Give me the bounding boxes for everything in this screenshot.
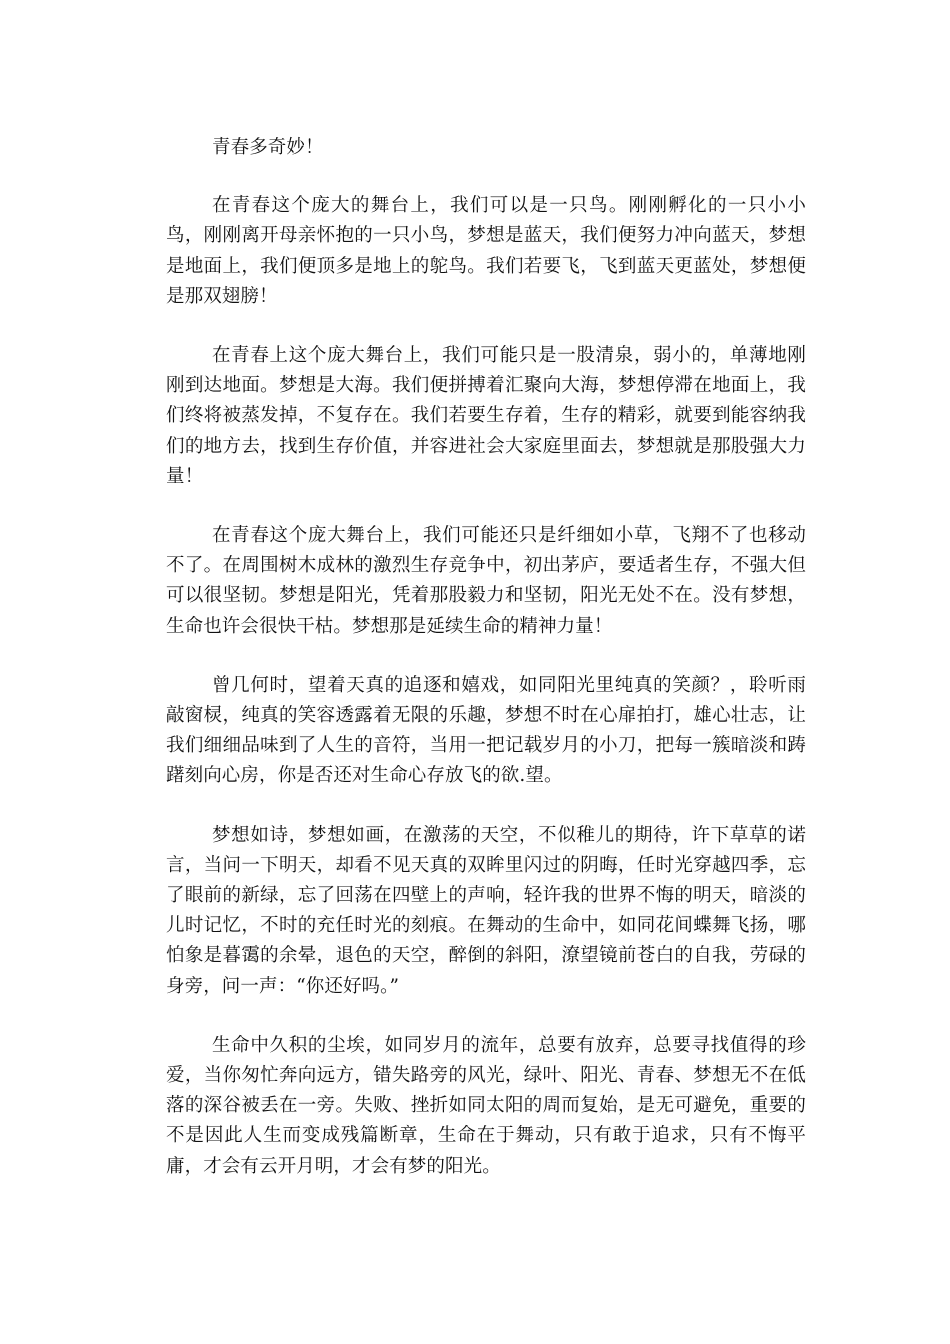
essay-title: 青春多奇妙！ — [212, 137, 324, 158]
paragraph-4: 曾几何时，望着天真的追逐和嬉戏，如同阳光里纯真的笑颜？，聆听雨敲窗棂，纯真的笑容透露着无限的乐趣，梦想不时在心扉拍打，雄心壮志，让我们细细品味到了人生的音符，当用一把记载岁月的小刀，把每一簇暗淡和踌躇刻向心房，你是否还对生命心存放飞的欲.望。 — [166, 674, 806, 787]
paragraph-6: 生命中久积的尘埃，如同岁月的流年，总要有放弃，总要寻找值得的珍爱，当你匆忙奔向远方，错失路旁的风光，绿叶、阳光、青春、梦想无不在低落的深谷被丢在一旁。失败、挫折如同太阳的周而复始，是无可避免，重要的不是因此人生而变成残篇断章，生命在于舞动，只有敢于追求，只有不悔平庸，才会有云开月明，才会有梦的阳光。 — [166, 1034, 806, 1177]
paragraph-1: 在青春这个庞大的舞台上，我们可以是一只鸟。刚刚孵化的一只小小鸟，刚刚离开母亲怀抱的一只小鸟，梦想是蓝天，我们便努力冲向蓝天，梦想是地面上，我们便顶多是地上的鸵鸟。我们若要飞，飞到蓝天更蓝处，梦想便是那双翅膀！ — [166, 195, 806, 307]
paragraph-5: 梦想如诗，梦想如画，在激荡的天空，不似稚儿的期待，许下草草的诺言，当问一下明天，却看不见天真的双眸里闪过的阴晦，任时光穿越四季，忘了眼前的新绿，忘了回荡在四壁上的声响，轻许我的世界不悔的明天，暗淡的儿时记忆，不时的充任时光的刻痕。在舞动的生命中，如同花间蝶舞飞扬，哪怕象是暮霭的余晕，退色的天空，醉倒的斜阳，潦望镜前苍白的自我，劳碌的身旁，问一声：“你还好吗。” — [166, 824, 806, 997]
paragraph-3: 在青春这个庞大舞台上，我们可能还只是纤细如小草，飞翔不了也移动不了。在周围树木成林的激烈生存竞争中，初出茅庐，要适者生存，不强大但可以很坚韧。梦想是阳光，凭着那股毅力和坚韧，阳光无处不在。没有梦想，生命也许会很快干枯。梦想那是延续生命的精神力量！ — [166, 525, 806, 637]
document-body — [166, 133, 806, 1211]
paragraph-2: 在青春上这个庞大舞台上，我们可能只是一股清泉，弱小的，单薄地刚刚到达地面。梦想是大海。我们便拼搏着汇聚向大海，梦想停滞在地面上，我们终将被蒸发掉，不复存在。我们若要生存着，生存的精彩，就要到能容纳我们的地方去，找到生存价值，并容进社会大家庭里面去，梦想就是那股强大力量！ — [166, 345, 806, 487]
